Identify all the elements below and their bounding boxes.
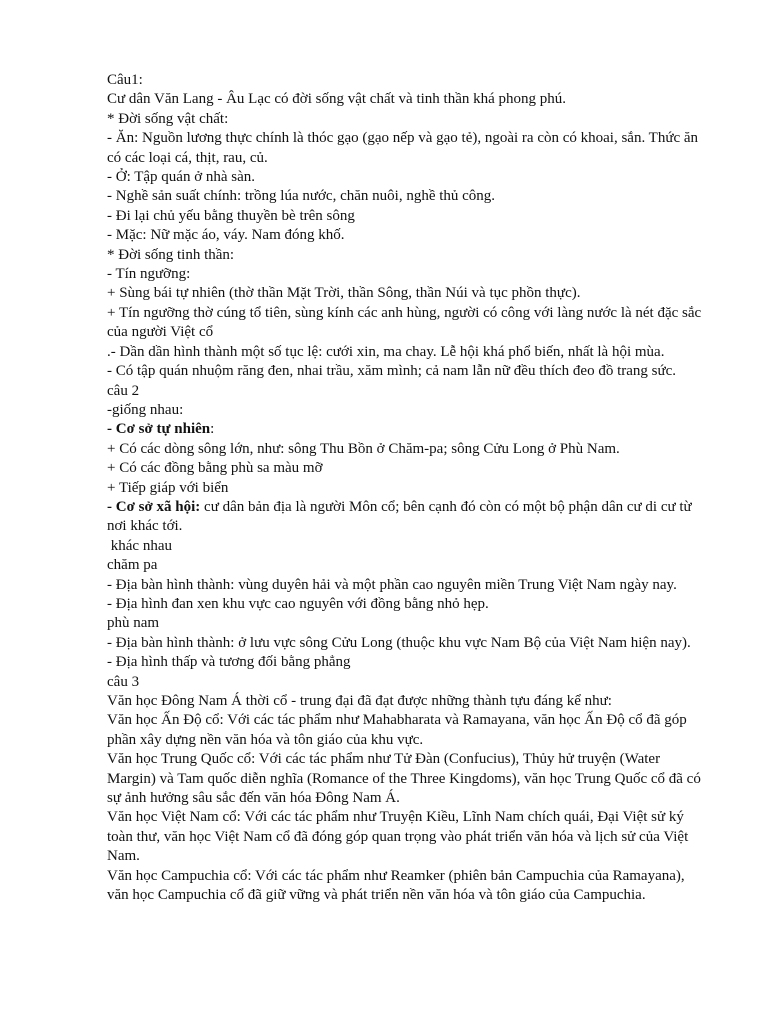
line-vat-chat-heading: * Đời sống vật chất: (107, 110, 229, 127)
line-phu-nam-dia-ban: - Địa bàn hình thành: ở lưu vực sông Cửu Long (thuộc khu vực Nam Bộ của Việt Nam hiện nay). (107, 634, 691, 651)
line-van-hoc-viet-nam: Văn học Việt Nam cổ: Với các tác phẩm như Truyện Kiều, Lĩnh Nam chích quái, Đại Việt sử ký toàn thư, văn học Việt Nam cổ đã đóng góp quan trọng vào phát triển văn hóa và lịch sử của Việt Nam. (107, 809, 693, 865)
line-tuc-le: .- Dần dần hình thành một số tục lệ: cưới xin, ma chay. Lễ hội khá phổ biến, nhất là hội mùa. (107, 343, 665, 360)
line-intro: Cư dân Văn Lang - Âu Lạc có đời sống vật chất và tinh thần khá phong phú. (107, 91, 567, 108)
line-cham-pa-dia-ban: - Địa bàn hình thành: vùng duyên hải và một phần cao nguyên miền Trung Việt Nam ngày nay. (107, 576, 677, 593)
line-phu-nam-dia-hinh: - Địa hình thấp và tương đối bằng phẳng (107, 654, 351, 671)
line-dong-bang: + Có các đồng bằng phù sa màu mỡ (107, 460, 323, 477)
line-co-so-tu-nhien (107, 420, 707, 439)
line-khac-nhau: khác nhau (107, 537, 172, 554)
co-so-xa-hoi-label: - Cơ sở xã hội: (107, 498, 201, 515)
co-so-tu-nhien-label: - Cơ sở tự nhiên (107, 421, 211, 438)
line-tin-nguong: - Tín ngưỡng: (107, 266, 191, 283)
line-van-hoc-an-do: Văn học Ấn Độ cổ: Với các tác phẩm như Mahabharata và Ramayana, văn học Ấn Độ cổ đã góp phần xây dựng nền văn hóa và tôn giáo của khu vực. (107, 712, 691, 748)
line-phu-nam: phù nam (107, 615, 160, 632)
line-an: - Ăn: Nguồn lương thực chính là thóc gạo (gạo nếp và gạo tẻ), ngoài ra còn có khoai, sắn. Thức ăn có các loại cá, thịt, rau, củ. (107, 130, 702, 166)
line-cau2: câu 2 (107, 382, 140, 399)
line-cau3: câu 3 (107, 673, 140, 690)
line-tho-cung: + Tín ngưỡng thờ cúng tổ tiên, sùng kính các anh hùng, người có công với làng nước là nét đặc sắc của người Việt cổ (107, 304, 705, 341)
line-dong-song: + Có các dòng sông lớn, như: sông Thu Bồn ở Chăm-pa; sông Cửu Long ở Phù Nam. (107, 440, 620, 457)
line-giong-nhau: -giống nhau: (107, 401, 184, 418)
line-tiep-giap: + Tiếp giáp với biển (107, 479, 229, 496)
line-cau1: Câu1: (107, 72, 143, 88)
co-so-tu-nhien-colon: : (210, 421, 215, 438)
line-cham-pa-dia-hinh: - Địa hình đan xen khu vực cao nguyên với đồng bằng nhỏ hẹp. (107, 595, 489, 612)
line-sung-bai: + Sùng bái tự nhiên (thờ thần Mặt Trời, thần Sông, thần Núi và tục phồn thực). (107, 285, 581, 302)
co-so-xa-hoi-text: cư dân bản địa là người Môn cổ; bên cạnh đó còn có một bộ phận dân cư di cư từ nơi khác tới. (107, 498, 696, 535)
line-tinh-than-heading: * Đời sống tinh thần: (107, 246, 235, 263)
line-nghe: - Nghề sản suất chính: trồng lúa nước, chăn nuôi, nghề thủ công. (107, 188, 496, 205)
line-van-hoc-campuchia: Văn học Campuchia cổ: Với các tác phẩm như Reamker (phiên bản Campuchia của Ramayana), văn học Campuchia cổ đã giữ vững và phát triển nền văn hóa và tôn giáo của Campuchia. (107, 867, 689, 904)
line-cham-pa: chăm pa (107, 557, 158, 574)
line-co-so-xa-hoi (107, 498, 707, 537)
line-tap-quan: - Có tập quán nhuộm răng đen, nhai trầu, xăm mình; cả nam lẫn nữ đều thích đeo đồ trang sức. (107, 363, 677, 380)
line-o: - Ở: Tập quán ở nhà sàn. (107, 169, 256, 186)
line-van-hoc-trung-quoc: Văn học Trung Quốc cổ: Với các tác phẩm như Tử Đàn (Confucius), Thủy hử truyện (Water Margin) và Tam quốc diễn nghĩa (Romance of the Three Kingdoms), văn học Trung Quốc cổ đã có sự ảnh hưởng sâu sắc đến văn hóa Đông Nam Á. (107, 751, 705, 807)
line-di-lai: - Đi lại chủ yếu bằng thuyền bè trên sông (107, 207, 355, 224)
document-body (107, 71, 707, 905)
line-mac: - Mặc: Nữ mặc áo, váy. Nam đóng khố. (107, 227, 345, 244)
line-van-hoc-intro: Văn học Đông Nam Á thời cổ - trung đại đã đạt được những thành tựu đáng kể như: (107, 693, 612, 709)
